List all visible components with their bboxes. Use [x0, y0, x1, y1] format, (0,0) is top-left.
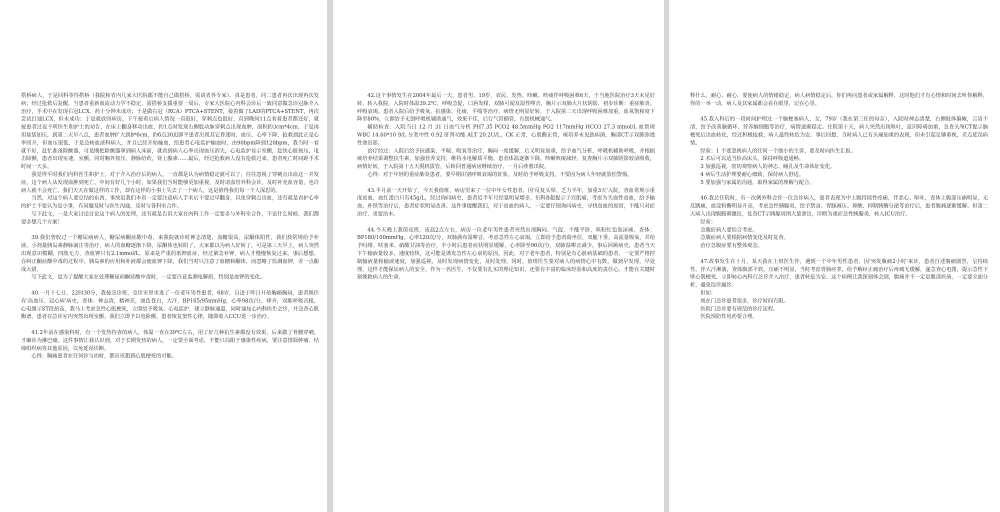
- paragraph: 治疗经过：入院后给予抗感染、平喘、吸氧等治疗，胸闷一度缓解，后又明显加重，给予血气分析，呼吸机辅助呼吸，并根据痰培养结果调整抗生素，加强营养支持，维持水电解质平衡，患者体温逐渐下降，咳嗽咳痰减轻，复查胸片示双肺阴影较前吸收，病情好转，于入院第十五天脱机拔管，后转回普通病房继续治疗，一月后痊愈出院。: [357, 147, 655, 170]
- paragraph: 我觉得平时我们内科医生和护士，对于介入治疗后的病人，一直都是认为病情稳定就可以了，往往忽视了穿刺点出血这一并发症。这个病人从发现血肿到死亡，中间有好几个小时，如果我们当时能够更加重视，及时请血管外科会诊，及时补充血容量，也许病人就不会死亡。我们天天在做这样的工作，却在这样的小事上失去了一个病人，这是值得我们每一个人深思的。: [21, 171, 319, 194]
- paragraph: 搭桥病人，于是回科等待搭桥（我院和省内几家大医院都不能自己做搭桥，需请省外专家）。真是患者，同二患者再次出现再次发病；经过抢救后复醒，当患者重新血流动力学不稳定、需搭桥支援重要一周后，专家大医院心内科会诊后一致同意做急诊冠脉介入治疗，手术中在发现右冠LCX、药十分钟未成功；于是做右冠（RCA）PTCA+STENT，接着做了LAD的PTCA+STENT，再次尝试打通LCX，但未成功；于是就放回病房，下午接着后病人情况一直很好，穿刺点也很好，直到晚间11点看着患者都还好，就接患者过夜不听医生和护士的劝告，在床上翻身移动出血，约1点时发现右侧股动脉穿刺点出现血肿，面积约3cm*4cm，于是再用盐袋加压，到第二天早八点，患者血肿扩大到8*6cm，约6点30迅即平患者出现其它昏迷时，血压、心率下降，抢救到此正是心率回升，但血压很低，于是急转血液科病人，并且已经开始输血，给患者心电监护输血时，由90bpm降到120bpm，我当时一看就不好，赶忙准备除颤器，可是刚把除颤器拿到病人床前，就看到病人心率出现血压消失，心电监护显示室颤，赶快心脏按压、电击除颤，患者出现室速、室颤，同时胸外按压，静脉给药，肾上腺素……最后，经过抢救病人没有抢救过来，患者死亡时间距手术时间一天多。: [21, 92, 319, 170]
- list-item: 4 病后生活护理要耐心细致，保持病人舒适。: [700, 171, 805, 178]
- list-item: 医院门急诊要有规范的诊疗流程。: [700, 305, 779, 312]
- document-page-3: [669, 0, 1000, 512]
- list-item: 医院预防性用药要合理。: [700, 313, 758, 320]
- paragraph: 辅助检查：入院当日 12 月 31 日血气分析 PH7.35 PCO2 48.5mmHg PO2 117mmHg HCO3 27.3 mmol/L 血常规 WBC 14.60*10 9/L 分类中性 0.92 肝肾功能 ALT 20.2U/L，CK 正常，心肌酶正常，痰培养未见致病菌，胸部CT示双肺弥漫性渗出影。: [357, 124, 655, 146]
- case-44: 44.今天晚上我值夜班，凌晨2点左右，病房一位老年男性患者突然出现胸闷、气促，不能平卧，咳粉红色泡沫痰，查体：BP180/100mmHg，心率120次/分，双肺满布湿啰音，考虑急性左心衰竭，立即给予患者端坐位，双腿下垂，高流量吸氧，并给予吗啡、呋塞米、硝酸甘油等治疗，半小时后患者症状明显缓解，心率降至90次/分，双肺湿啰音减少。事后回顾病史，患者当天下午输液量较多，速度较快，这可能是诱发急性左心衰的原因。因此，对于老年患者，特别是有心脏病基础的患者，一定要严格控制输液量和输液速度，加强巡视，及时发现病情变化，及时处理。同时，值班医生要对病人的病情心中有数，做到早发现、早处理，这样才能保证病人的安全。作为一名医生，不仅要有扎实的理论知识，还要有丰富的临床经验和高度的责任心，才能在关键时刻挽救病人的生命。: [357, 226, 655, 281]
- page-2-text: [357, 92, 655, 507]
- paragraph: 但如：: [700, 289, 716, 296]
- case-46: 46.我总任院时，有一次例外科会诊一位急诊病人，患者表现为中上腹持续性疼痛，伴恶心、呕吐，查体上腹部压痛明显，无反跳痛，血淀粉酶明显升高，考虑急性胰腺炎，给予禁食、胃肠减压、抑酸、抑制胰酶分泌等治疗后，患者腹痛逐渐缓解。但第二天病人出现腹膜刺激征，复查CT示胰腺周围大量渗出，诊断为重症急性胰腺炎，转入ICU治疗。: [690, 195, 988, 217]
- list-item: 经验：1 不要忽视病人的任何一个细小的主诉，要及时向医生汇报。: [700, 147, 857, 154]
- list-item: 治疗急腹症要有整体观念。: [700, 242, 763, 249]
- list-item: 现在门急诊患者很多，诊疗时间有限。: [700, 297, 789, 304]
- document-page-1: [0, 0, 327, 512]
- list-item: 2 术后可以适当抬高床头，保持呼吸道通畅。: [700, 155, 805, 162]
- page-3-text: [690, 92, 988, 507]
- paragraph: 心得：胸痛患者在任何诊与治时，都应该想到心肌梗死的可能。: [31, 353, 177, 360]
- paragraph: 心得：对于年轻的重症肺炎患者，要早期识别呼吸衰竭的征象，及时给予呼吸支持，不要因为病人年轻就放松警惕。: [367, 171, 633, 178]
- case-40: 40.一月十七日，22时30分，我接急诊班，急诊室里坐进了一位老年男性患者，68岁，自述于昨日开始胸痛胸闷，患者既往有'高血压、冠心病'病史，查体：神志清，精神差，面色苍白，大汗，BP165/95mmHg，心率98次/分，律齐，双肺呼吸音粗，心电图示ST段抬高，我马上考虑急性心肌梗死，立即给予吸氧、心电监护，建立静脉通道，同时通知心内科医生会诊，并急查心肌酶谱，患者在急诊室内突然出现室颤，我们立即予以电除颤，患者恢复窦性心律，随即收入CCU进一步治疗。: [21, 289, 319, 320]
- case-43: 43.半月前一天开始了，今天我值班，病房里来了一位中年女性患者，因'反复头晕、乏力半年，加重3天'入院，查血常规示重度贫血，血红蛋白只有45g/L，经过询问病史，患者近半年月经量明显增多，妇科B超提示子宫肌瘤，考虑为失血性贫血，给予输血、补铁等治疗后，患者症状明显改善。这件事提醒我们，对于贫血的病人，一定要仔细询问病史，寻找贫血的原因，不能只对症治疗，更要治本。: [357, 187, 655, 217]
- case-41: 41.2年前在感染科时，有一个发热待查的病人，体温一直在39℃左右，用了好几种抗生素都没有效果，后来做了骨髓穿刺，才确诊为淋巴瘤。这件事情让我认识到，对于长期发热的病人，一定要全面考虑，不能只局限于感染性疾病，要注意排除肿瘤、结缔组织病等其他原因，以免延误诊断。: [21, 329, 319, 352]
- list-item: 急腹症病人要综合考虑。: [700, 226, 758, 233]
- case-39: 39.我们曾收过一个糖尿病病人，糖尿病酮症酸中毒，来我院就诊时神志清楚，血糖很高，尿酮体阳性，我们按常规给予补液、小剂量胰岛素静脉滴注等治疗，病人的血糖逐渐下降，尿酮体也转阴了，大家都以为病人好转了。可是第三天早上，病人突然出现意识模糊，四肢无力，查血钾只有2.1mmol/L，原来是严重的低钾血症，经过紧急补钾，病人才慢慢恢复过来。事后想想，在纠正酮症酸中毒的过程中，胰岛素的应用和补液都会使血钾下降，我们当时只注意了血糖和酮体，而忽略了监测血钾，差一点酿成大错。: [21, 234, 319, 273]
- paragraph: 写下此文，一是大家讨论讨论这个病人的处理，还有就是告诉大家在内科工作一定要多与外科室合作，不论什么时候，我们都要多想几个方案！: [21, 210, 319, 225]
- paragraph: 释什么，耐心、耐心，要使病人的情绪稳定，病人病情稳定后，你们再向患者或家属解释，这时他们才有心情和时间去听你解释，你的一举一动，病人及其家属都会看在眼里，记在心里。: [690, 92, 988, 107]
- case-47: 47.故事发生在十月，某天我在上班医生作，遇到一个中年男性患者，因'突发腹痛2小时'来诊，患者自述腹痛剧烈，呈持续性，伴大汗淋漓，查体腹部平软，压痛不明显，当时考虑胃肠痉挛，给予解痉止痛治疗后疼痛无缓解，遂急查心电图，提示急性下壁心肌梗死，立即转心内科行急诊介入治疗，患者转危为安。这个病例让我深刻体会到，腹痛并不一定是腹部疾病，一定要全面分析，避免误诊漏诊。: [690, 258, 988, 289]
- paragraph: 写下此文，是为了提醒大家在处理糖尿病酮症酸中毒时，一定要注意监测电解质，特别是血钾的变化。: [31, 274, 266, 281]
- list-item: 3 加强巡视，密切观察病人的神志、瞳孔及生命体征变化。: [700, 163, 836, 170]
- paragraph: 当然，对这个病人要总结的东西，事故是我们本省一定要注意病人手术后不要过早翻身，以免穿刺点出血，还有就是看护心率的护士不要认为是小事，有问题及时与医生沟通，及时与各科室合作。: [21, 195, 319, 210]
- case-45: 45.我入科后的一段时间护理过一个脑梗塞病人，女，79岁（我在第三任的母亲），入院时神志清楚，右侧肢体偏瘫，言语不清，给予改善脑循环、营养脑细胞等治疗，病情逐渐稳定。住院第十天，病人突然出现呕吐，意识障碍加重，急查头颅CT提示脑梗死后出血转化，经过积极抢救，病人最终转危为安。事后回想，当时病人已有头痛加重的表现，但未引起足够重视，差点延误病情。: [690, 116, 988, 146]
- case-42: 42.这个事情发生在2004年最后一天，患者男，19岁，农民，发热、咳嗽、咳痰伴呼吸困难6天，于当地医院治疗3天未见好转，转入我院，入院时体温39.2℃，呼吸急促，口唇发绀，双肺可闻及湿性啰音，胸片示双肺大片状阴影，初步诊断：重症肺炎、呼吸衰竭。患者入院后给予吸氧、抗感染、化痰、平喘等治疗，病情无明显好转，于入院第二天出现呼吸困难加重，血氧饱和度下降至80%，立即给予无创呼吸机辅助通气，效果不佳，后行气管插管，有创机械通气。: [357, 92, 655, 123]
- list-item: 5 要加强与家属的沟通，取得家属的理解与配合。: [700, 179, 815, 186]
- document-page-2: [333, 0, 664, 512]
- page-1-text: [21, 92, 319, 507]
- list-item: 急腹症病人要根据病情变化及时复查。: [700, 234, 789, 241]
- paragraph: 经验：: [700, 218, 716, 225]
